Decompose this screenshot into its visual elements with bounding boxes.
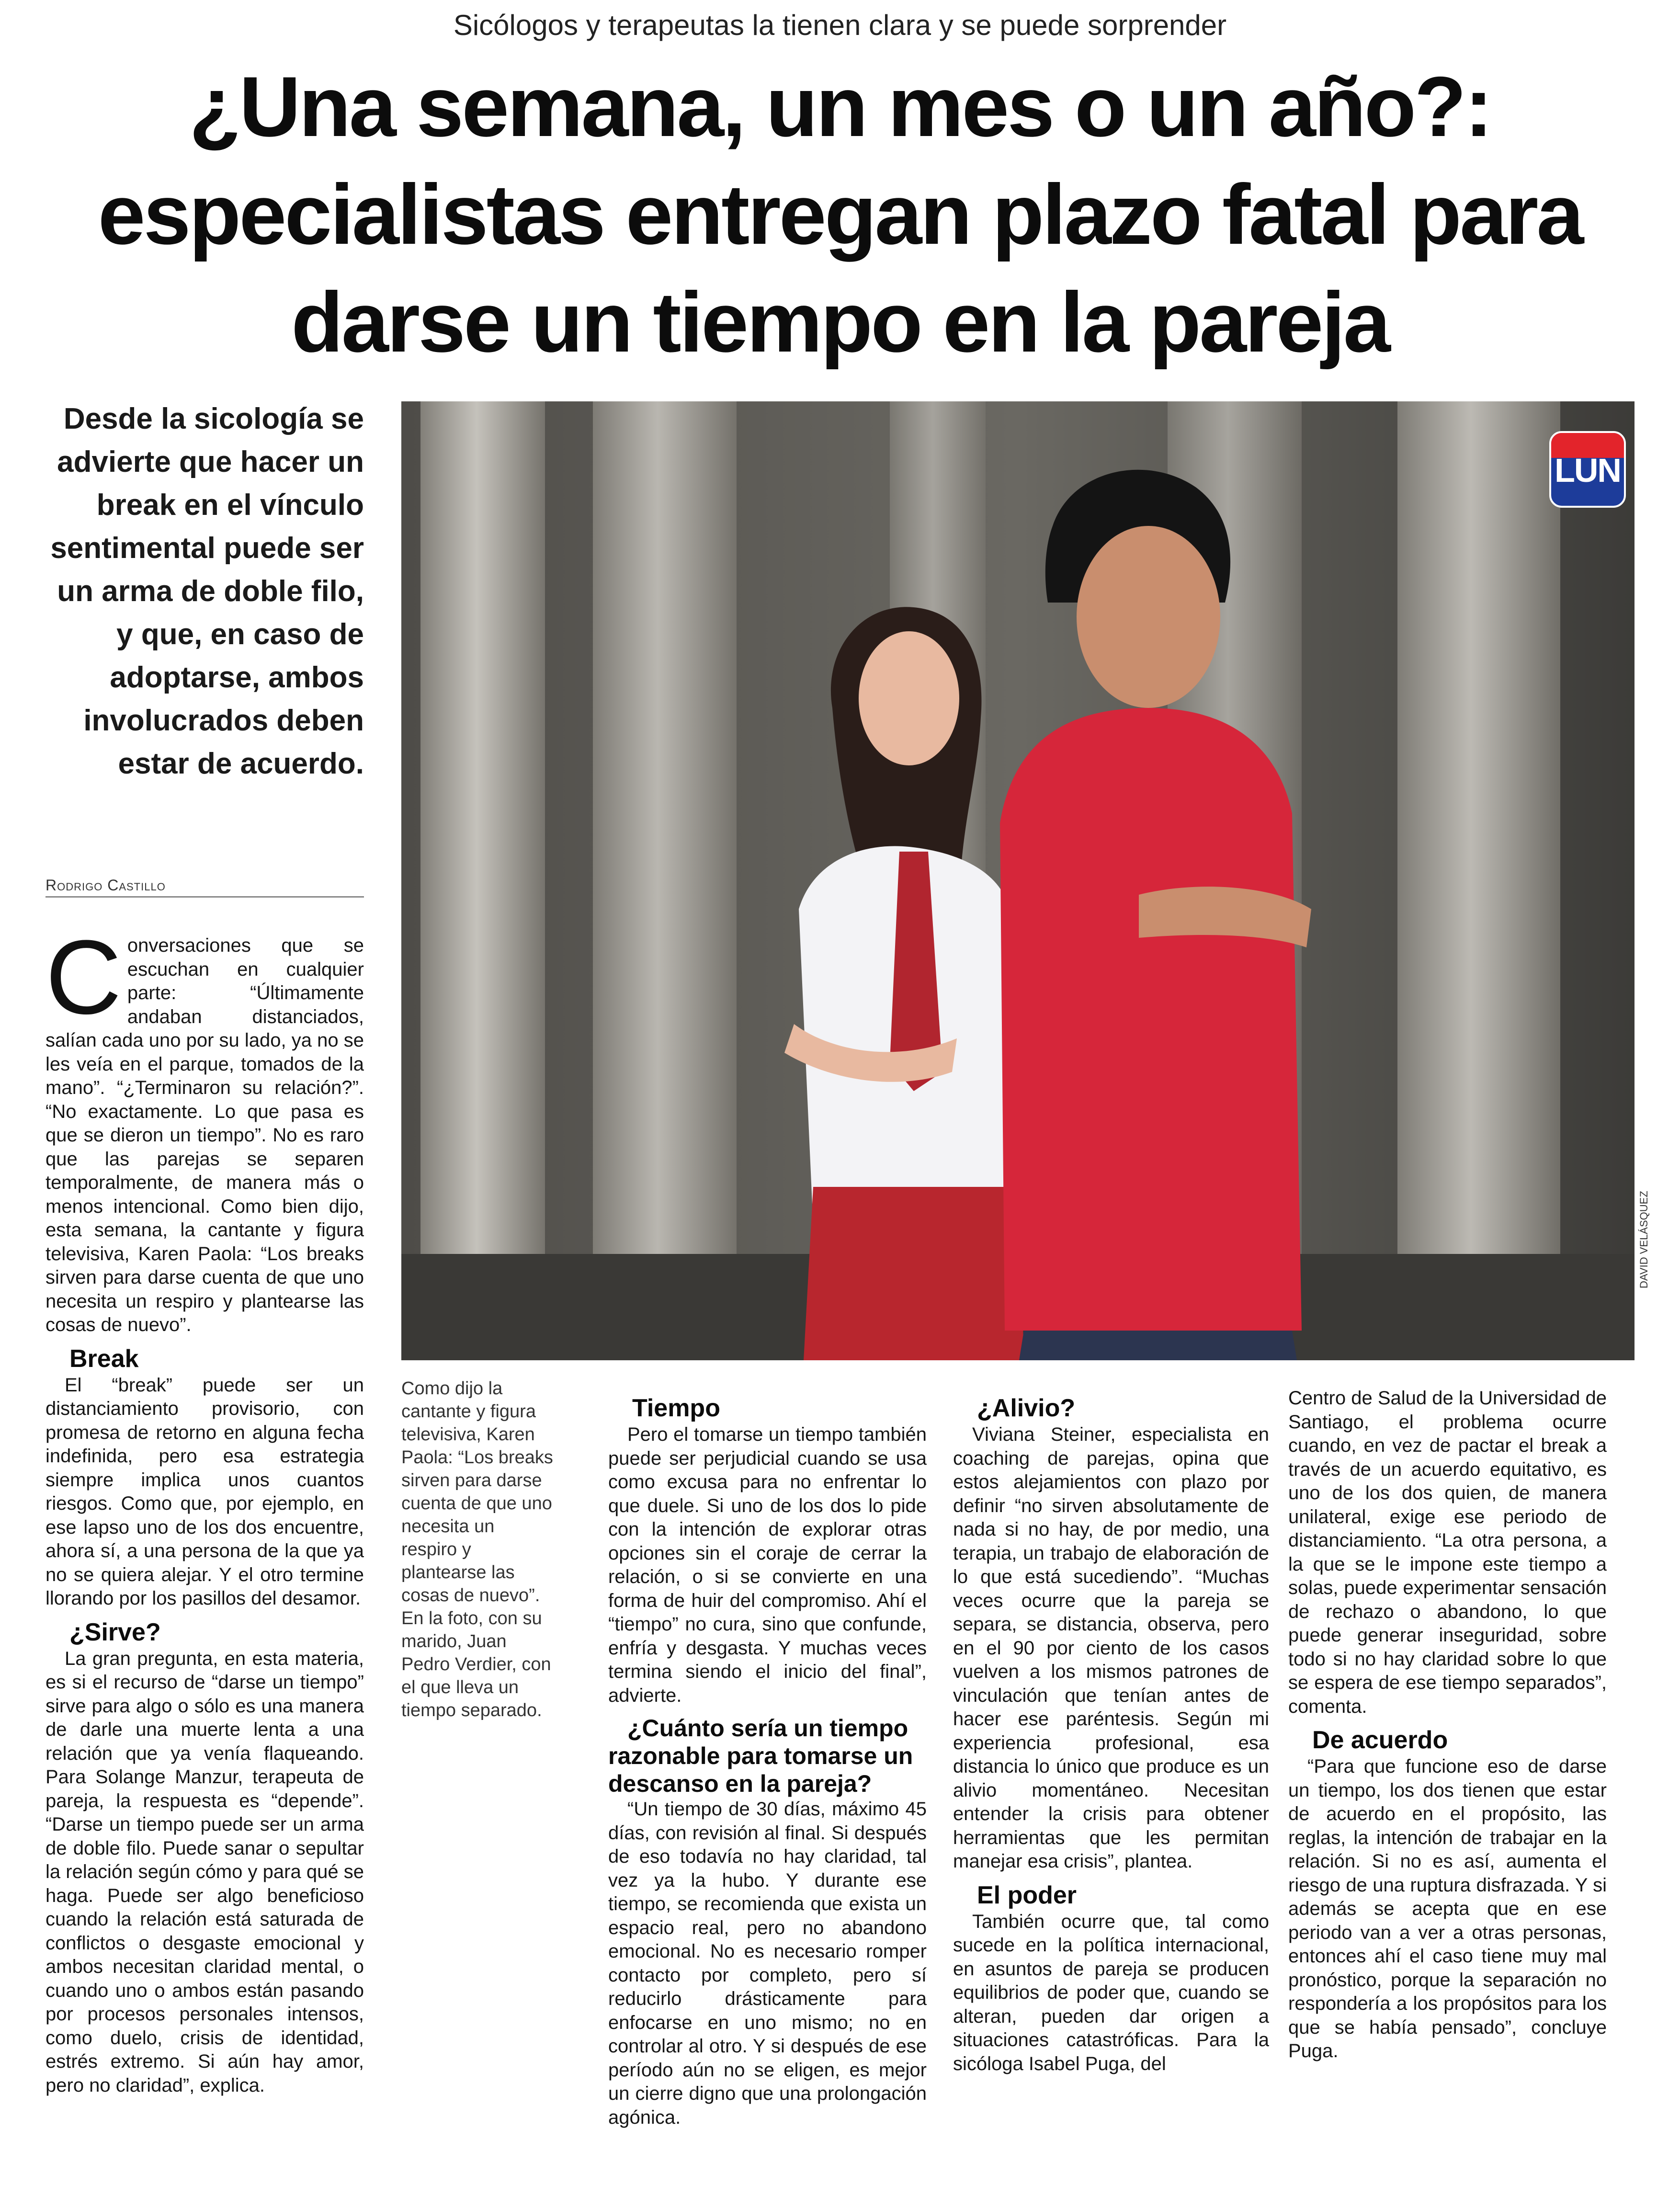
headline-line-1: ¿Una semana, un mes o un año?: xyxy=(189,59,1491,154)
drop-cap: C xyxy=(45,918,122,1036)
paragraph-centro: Centro de Salud de la Universidad de Santiago, el problema ocurre cuando, en vez de pactar el break a través de un acuerdo equitativo, es uno de los dos quien, de manera unilateral, exige ese periodo de distanciamiento. “La otra persona, a la que se le impone este tiempo a solas, puede experimentar sensación de rechazo o abandono, lo que puede generar inseguridad, sobre todo si no hay claridad sobre lo que se espera de ese tiempo separados”, comenta. xyxy=(1288,1388,1607,1717)
photo-credit: DAVID VELÁSQUEZ xyxy=(1638,1191,1650,1288)
intro-paragraph xyxy=(45,918,364,1337)
subhead-poder: El poder xyxy=(977,1881,1077,1909)
kicker: Sicólogos y terapeutas la tienen clara y se puede sorprender xyxy=(453,9,1227,41)
photo-illustration xyxy=(401,401,1635,1360)
paragraph-acuerdo: “Para que funcione eso de darse un tiempo, los dos tienen que estar de acuerdo en el propósito, las reglas, la intención de trabajar en la relación. Si no es así, aumenta el riesgo de una ruptura disfrazada. Y si además se acepta que en ese periodo van a ver a otras personas, entonces ahí el caso tiene muy mal pronóstico, porque la separación no respondería a los propósitos para los que se había pensado”, concluye Puga. xyxy=(1288,1756,1607,2061)
lun-logo xyxy=(1549,431,1626,508)
photo-caption: Como dijo la cantante y figura televisiva, Karen Paola: “Los breaks sirven para darse cuenta de que uno necesita un respiro y plantearse las cosas de nuevo”. En la foto, con su marido, Juan Pedro Verdier, con el que lleva un tiempo separado. xyxy=(401,1378,553,1720)
column-2 xyxy=(608,1387,927,2129)
paragraph-tiempo: Pero el tomarse un tiempo también puede ser perjudicial cuando se usa como excusa para no enfrentar lo que duele. Si uno de los dos lo pide con la intención de explorar otras opciones sin el coraje de cerrar la relación, o si se convierte en una forma de huir del compromiso. Ahí el “tiempo” no cura, sino que confunde, enfría y desgasta. Y muchas veces termina siendo el inicio del final”, advierte. xyxy=(608,1424,927,1706)
subhead-tiempo: Tiempo xyxy=(632,1394,720,1422)
byline: Rodrigo Castillo xyxy=(45,877,364,898)
subhead-cuanto: ¿Cuánto sería un tiempo razonable para tomarse un descanso en la pareja? xyxy=(608,1715,913,1797)
lun-logo-text: LUN xyxy=(1555,452,1621,489)
column-4 xyxy=(1288,1387,1607,2063)
main-photo xyxy=(401,401,1635,1360)
intro-text: onversaciones que se escuchan en cualquier parte: “Últimamente andaban distanciados, salían cada uno por su lado, ya no se les veía en el parque, tomados de la mano”. “¿Terminaron su relación?”. “No exactamente. Lo que pasa es que se dieron un tiempo”. No es raro que las parejas se separen temporalmente, de manera más o menos intencional. Como bien dijo, esta semana, la cantante y figura televisiva, Karen Paola: “Los breaks sirven para darse cuenta de que uno necesita un respiro y plantearse las cosas de nuevo”. xyxy=(45,935,364,1335)
column-3 xyxy=(953,1387,1269,2076)
paragraph-poder: También ocurre que, tal como sucede en la política internacional, en asuntos de pareja se producen equilibrios de poder que, cuando se alteran, pueden dar origen a situaciones catastróficas. Para la sicóloga Isabel Puga, del xyxy=(953,1911,1269,2074)
headline xyxy=(29,53,1651,376)
paragraph-break: El “break” puede ser un distanciamiento provisorio, con promesa de retorno en alguna fecha indefinida, pero esa estrategia siempre implica unos cuantos riesgos. Como que, por ejemplo, en ese lapso uno de los dos encuentre, ahora sí, a una persona de la que ya no se quiera alejar. Y el otro termine llorando por los pasillos del desamor. xyxy=(45,1374,364,1609)
paragraph-cuanto: “Un tiempo de 30 días, máximo 45 días, con revisión al final. Si después de eso todavía no hay claridad, tal vez ya la hubo. Y durante ese tiempo, se recomienda que exista un espacio real, pero no abandono emocional. No es necesario romper contacto por completo, pero sí reducirlo drásticamente para enfocarse en uno mismo; no en controlar al otro. Y si después de ese período aún no se eligen, es mejor un cierre digno que una prolongación agónica. xyxy=(608,1799,927,2128)
subhead-acuerdo: De acuerdo xyxy=(1312,1726,1448,1754)
deck: Desde la sicología se advierte que hacer un break en el vínculo sentimental puede ser un arma de doble filo, y que, en caso de adoptarse, ambos involucrados deben estar de acuerdo. xyxy=(50,402,364,780)
subhead-alivio: ¿Alivio? xyxy=(977,1394,1076,1422)
paragraph-sirve: La gran pregunta, en esta materia, es si el recurso de “darse un tiempo” sirve para algo o sólo es una manera de darle una muerte lenta a una relación que ya venía flaqueando. Para Solange Manzur, terapeuta de pareja, la respuesta es “depende”. “Darse un tiempo puede ser un arma de doble filo. Puede sanar o sepultar la relación según cómo y para qué se haga. Puede ser algo beneficioso cuando la relación está saturada de conflictos o desgaste emocional y ambos necesitan claridad mental, o cuando uno o ambos están pasando por procesos personales intensos, como duelo, crisis de identidad, estrés extremo. Si aún hay amor, pero no claridad”, explica. xyxy=(45,1648,364,2096)
subhead-sirve: ¿Sirve? xyxy=(69,1618,161,1646)
headline-line-3: darse un tiempo en la pareja xyxy=(291,274,1389,370)
column-1 xyxy=(45,918,364,2097)
headline-line-2: especialistas entregan plazo fatal para xyxy=(98,167,1582,262)
paragraph-alivio: Viviana Steiner, especialista en coaching de parejas, opina que estos alejamientos con plazo por definir “no sirven absolutamente de nada si no hay, de por medio, una terapia, un trabajo de elaboración de lo que está sucediendo”. “Muchas veces ocurre que la pareja se separa, se distancia, observa, pero en el 90 por ciento de los casos vuelven a los mismos patrones de vinculación que tenían antes de hacer ese paréntesis. Según mi experiencia profesional, esa distancia lo único que produce es un alivio momentáneo. Necesitan entender la crisis para obtener herramientas que les permitan manejar esa crisis”, plantea. xyxy=(953,1424,1269,1872)
subhead-break: Break xyxy=(69,1344,139,1373)
